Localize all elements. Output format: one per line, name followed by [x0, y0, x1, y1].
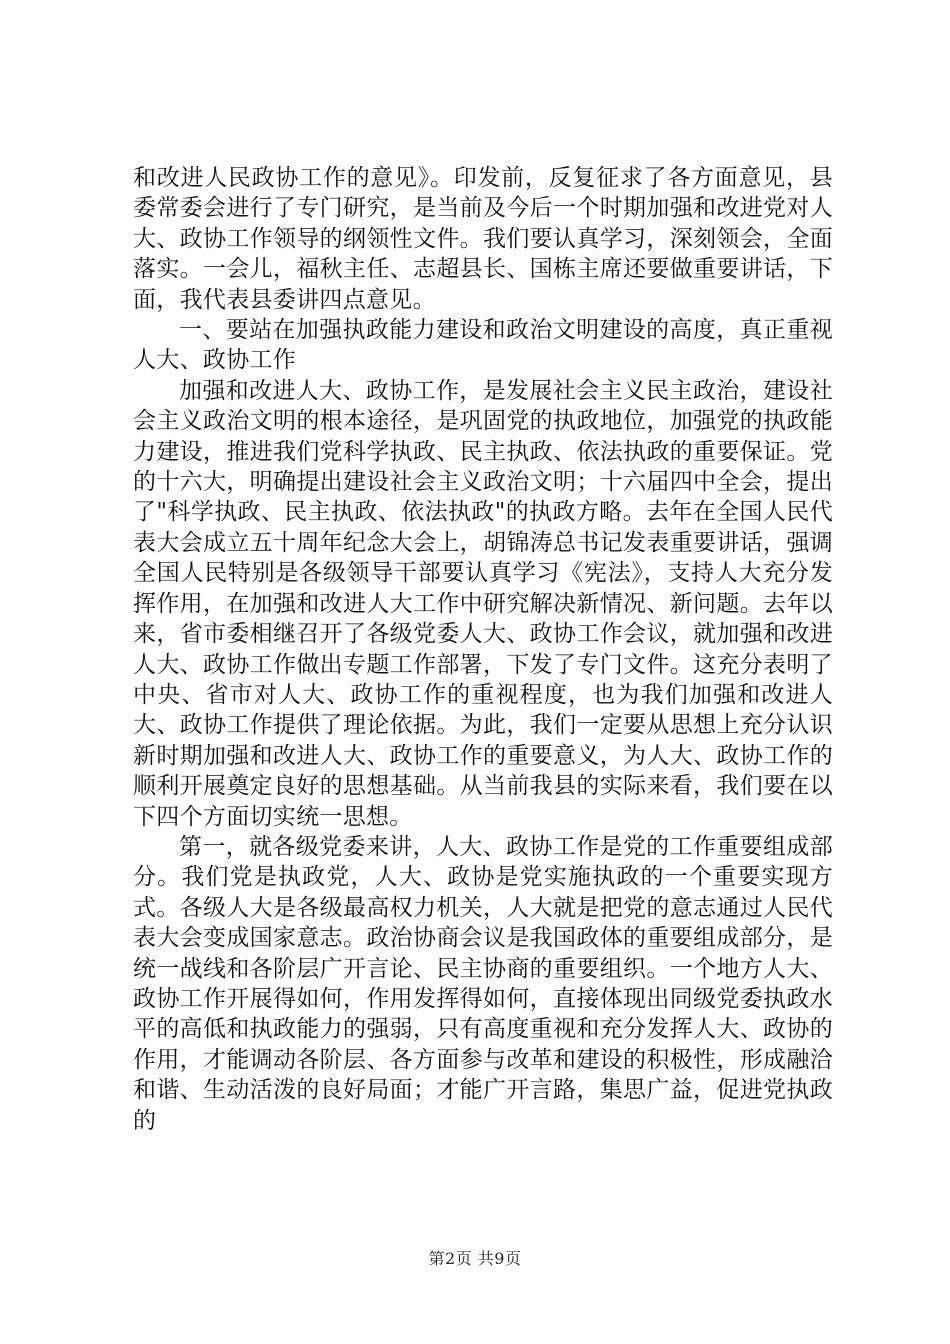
- page-number-footer: 第2页 共9页: [428, 1249, 522, 1268]
- paragraph-continuation: 和改进人民政协工作的意见》。印发前，反复征求了各方面意见，县委常委会进行了专门研究，是当前及今后一个时期加强和改进党对人大、政协工作领导的纲领性文件。我们要认真学习，深刻领会，全面落实。一会儿，福秋主任、志超县长、国栋主席还要做重要讲话，下面，我代表县委讲四点意见。: [133, 165, 833, 313]
- paragraph: 加强和改进人大、政协工作，是发展社会主义民主政治，建设社会主义政治文明的根本途径，是巩固党的执政地位，加强党的执政能力建设，推进我们党科学执政、民主执政、依法执政的重要保证。党的十六大，明确提出建设社会主义政治文明；十六届四中全会，提出了"科学执政、民主执政、依法执政"的执政方略。去年在全国人民代表大会成立五十周年纪念大会上，胡锦涛总书记发表重要讲话，强调全国人民特别是各级领导干部要认真学习《宪法》，支持人大充分发挥作用，在加强和改进人大工作中研究解决新情况、新问题。去年以来，省市委相继召开了各级党委人大、政协工作会议，就加强和改进人大、政协工作做出专题工作部署，下发了专门文件。这充分表明了中央、省市对人大、政协工作的重视程度，也为我们加强和改进人大、政协工作提供了理论依据。为此，我们一定要从思想上充分认识新时期加强和改进人大、政协工作的重要意义，为人大、政协工作的顺利开展奠定良好的思想基础。从当前我县的实际来看，我们要在以下四个方面切实统一思想。: [133, 377, 833, 830]
- document-body: [133, 163, 833, 1136]
- section-heading: 一、要站在加强执政能力建设和政治文明建设的高度，真正重视人大、政协工作: [133, 317, 833, 374]
- paragraph: 第一，就各级党委来讲，人大、政协工作是党的工作重要组成部分。我们党是执政党，人大、政协是党实施执政的一个重要实现方式。各级人大是各级最高权力机关，人大就是把党的意志通过人民代表大会变成国家意志。政治协商会议是我国政体的重要组成部分，是统一战线和各阶层广开言论、民主协商的重要组织。一个地方人大、政协工作开展得如何，作用发挥得如何，直接体现出同级党委执政水平的高低和执政能力的强弱，只有高度重视和充分发挥人大、政协的作用，才能调动各阶层、各方面参与改革和建设的积极性，形成融洽和谐、生动活泼的良好局面；才能广开言路，集思广益，促进党执政的: [133, 833, 833, 1134]
